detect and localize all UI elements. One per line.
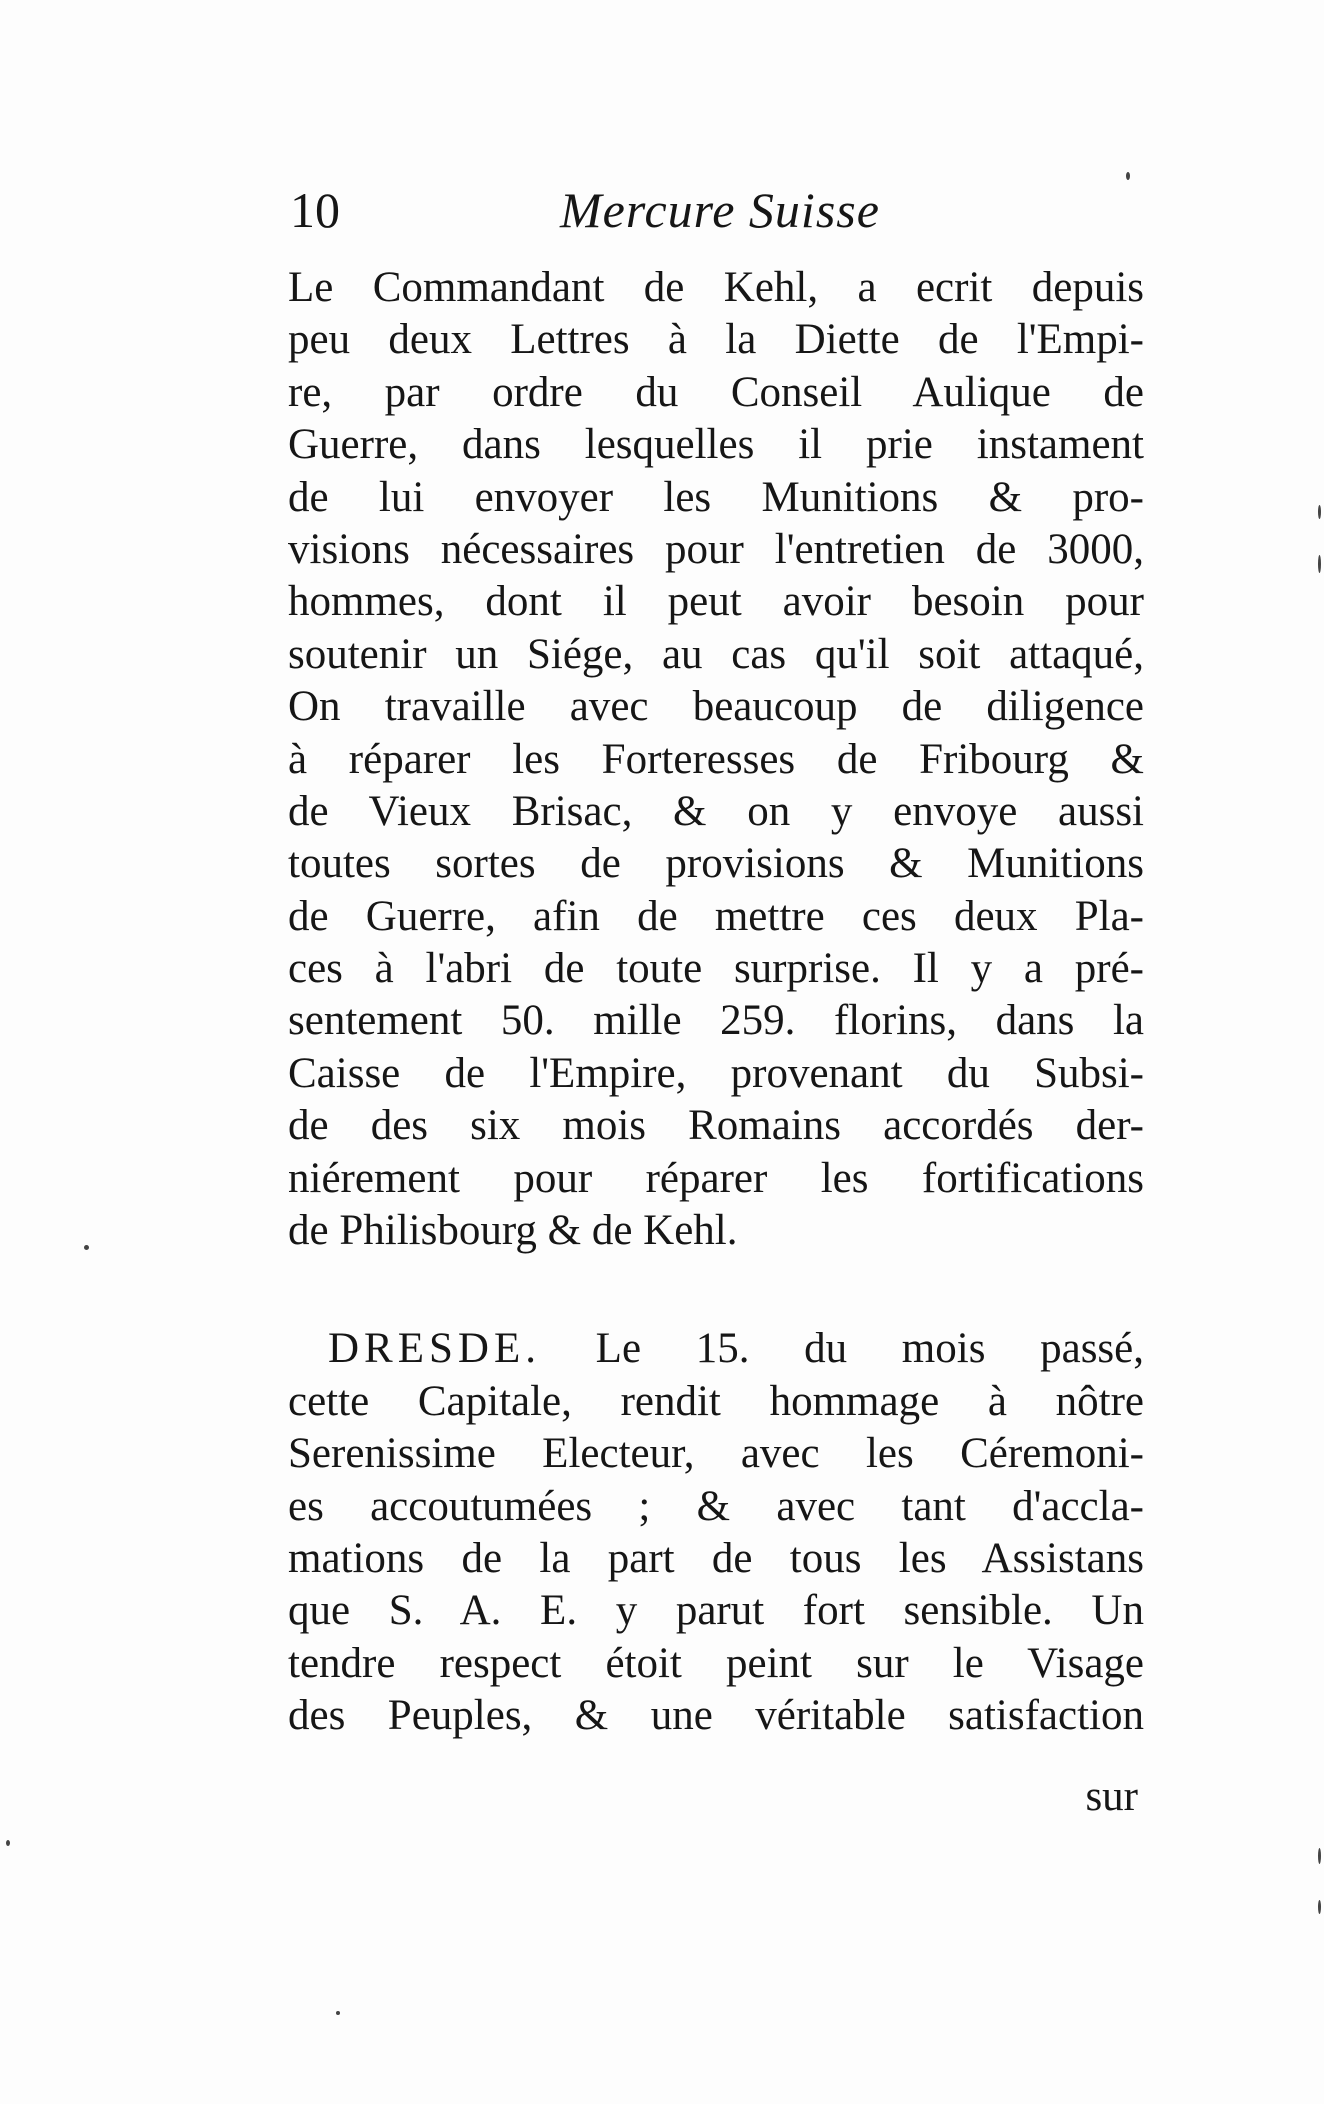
print-speck: [1126, 172, 1130, 180]
page-number: 10: [290, 182, 340, 238]
text-line: sentement 50. mille 259. florins, dans la: [288, 997, 1144, 1045]
text-line: Caisse de l'Empire, provenant du Subsi-: [288, 1049, 1144, 1097]
text-line: toutes sortes de provisions & Munitions: [288, 840, 1144, 888]
catchword: sur: [1085, 1773, 1138, 1820]
text-line: ces à l'abri de toute surprise. Il y a pré-: [288, 945, 1144, 993]
print-speck: [1318, 1900, 1321, 1914]
print-speck: [336, 2011, 340, 2015]
text-line: des Peuples, & une véritable satisfaction: [288, 1692, 1144, 1740]
text-line: peu deux Lettres à la Diette de l'Empi-: [288, 316, 1144, 364]
text-line: visions nécessaires pour l'entretien de 3000,: [288, 525, 1144, 573]
text-line: Guerre, dans lesquelles il prie instament: [288, 421, 1144, 469]
print-speck: [6, 1840, 10, 1846]
paragraph-gap: [288, 1257, 1144, 1323]
print-speck: [1318, 1848, 1321, 1864]
running-title: Mercure Suisse: [560, 182, 880, 238]
text-line: es accoutumées ; & avec tant d'accla-: [288, 1482, 1144, 1530]
running-head: [290, 170, 1030, 250]
paragraph-kehl: [288, 262, 1144, 1257]
print-speck: [1318, 505, 1321, 519]
text-line: de des six mois Romains accordés der-: [288, 1102, 1144, 1150]
paragraph-dresde: [288, 1323, 1144, 1742]
text-line: niérement pour réparer les fortifications: [288, 1154, 1144, 1202]
text-line: Le Commandant de Kehl, a ecrit depuis: [288, 264, 1144, 311]
first-line-text: Le 15. du mois passé,: [595, 1325, 1145, 1373]
text-line: de Vieux Brisac, & on y envoye aussi: [288, 787, 1144, 835]
dateline-city: DRESDE.: [328, 1325, 541, 1373]
text-line: que S. A. E. y parut fort sensible. Un: [288, 1587, 1144, 1635]
text-line: de Philisbourg & de Kehl.: [288, 1207, 738, 1255]
text-line: mations de la part de tous les Assistans: [288, 1534, 1144, 1582]
text-line: tendre respect étoit peint sur le Visage: [288, 1639, 1144, 1687]
text-line: Serenissime Electeur, avec les Céremoni-: [288, 1430, 1144, 1478]
text-line: On travaille avec beaucoup de diligence: [288, 683, 1144, 731]
text-line-first: [288, 1323, 1144, 1375]
print-speck: [1318, 555, 1321, 573]
text-line: hommes, dont il peut avoir besoin pour: [288, 578, 1144, 626]
text-line: soutenir un Siége, au cas qu'il soit attaqué,: [288, 630, 1144, 678]
text-line: cette Capitale, rendit hommage à nôtre: [288, 1377, 1144, 1425]
text-line: de lui envoyer les Munitions & pro-: [288, 473, 1144, 521]
body-text: [288, 262, 1144, 1743]
text-line: re, par ordre du Conseil Aulique de: [288, 368, 1144, 416]
text-line: à réparer les Forteresses de Fribourg &: [288, 735, 1144, 783]
text-line: de Guerre, afin de mettre ces deux Pla-: [288, 892, 1144, 940]
print-speck: [84, 1245, 89, 1250]
